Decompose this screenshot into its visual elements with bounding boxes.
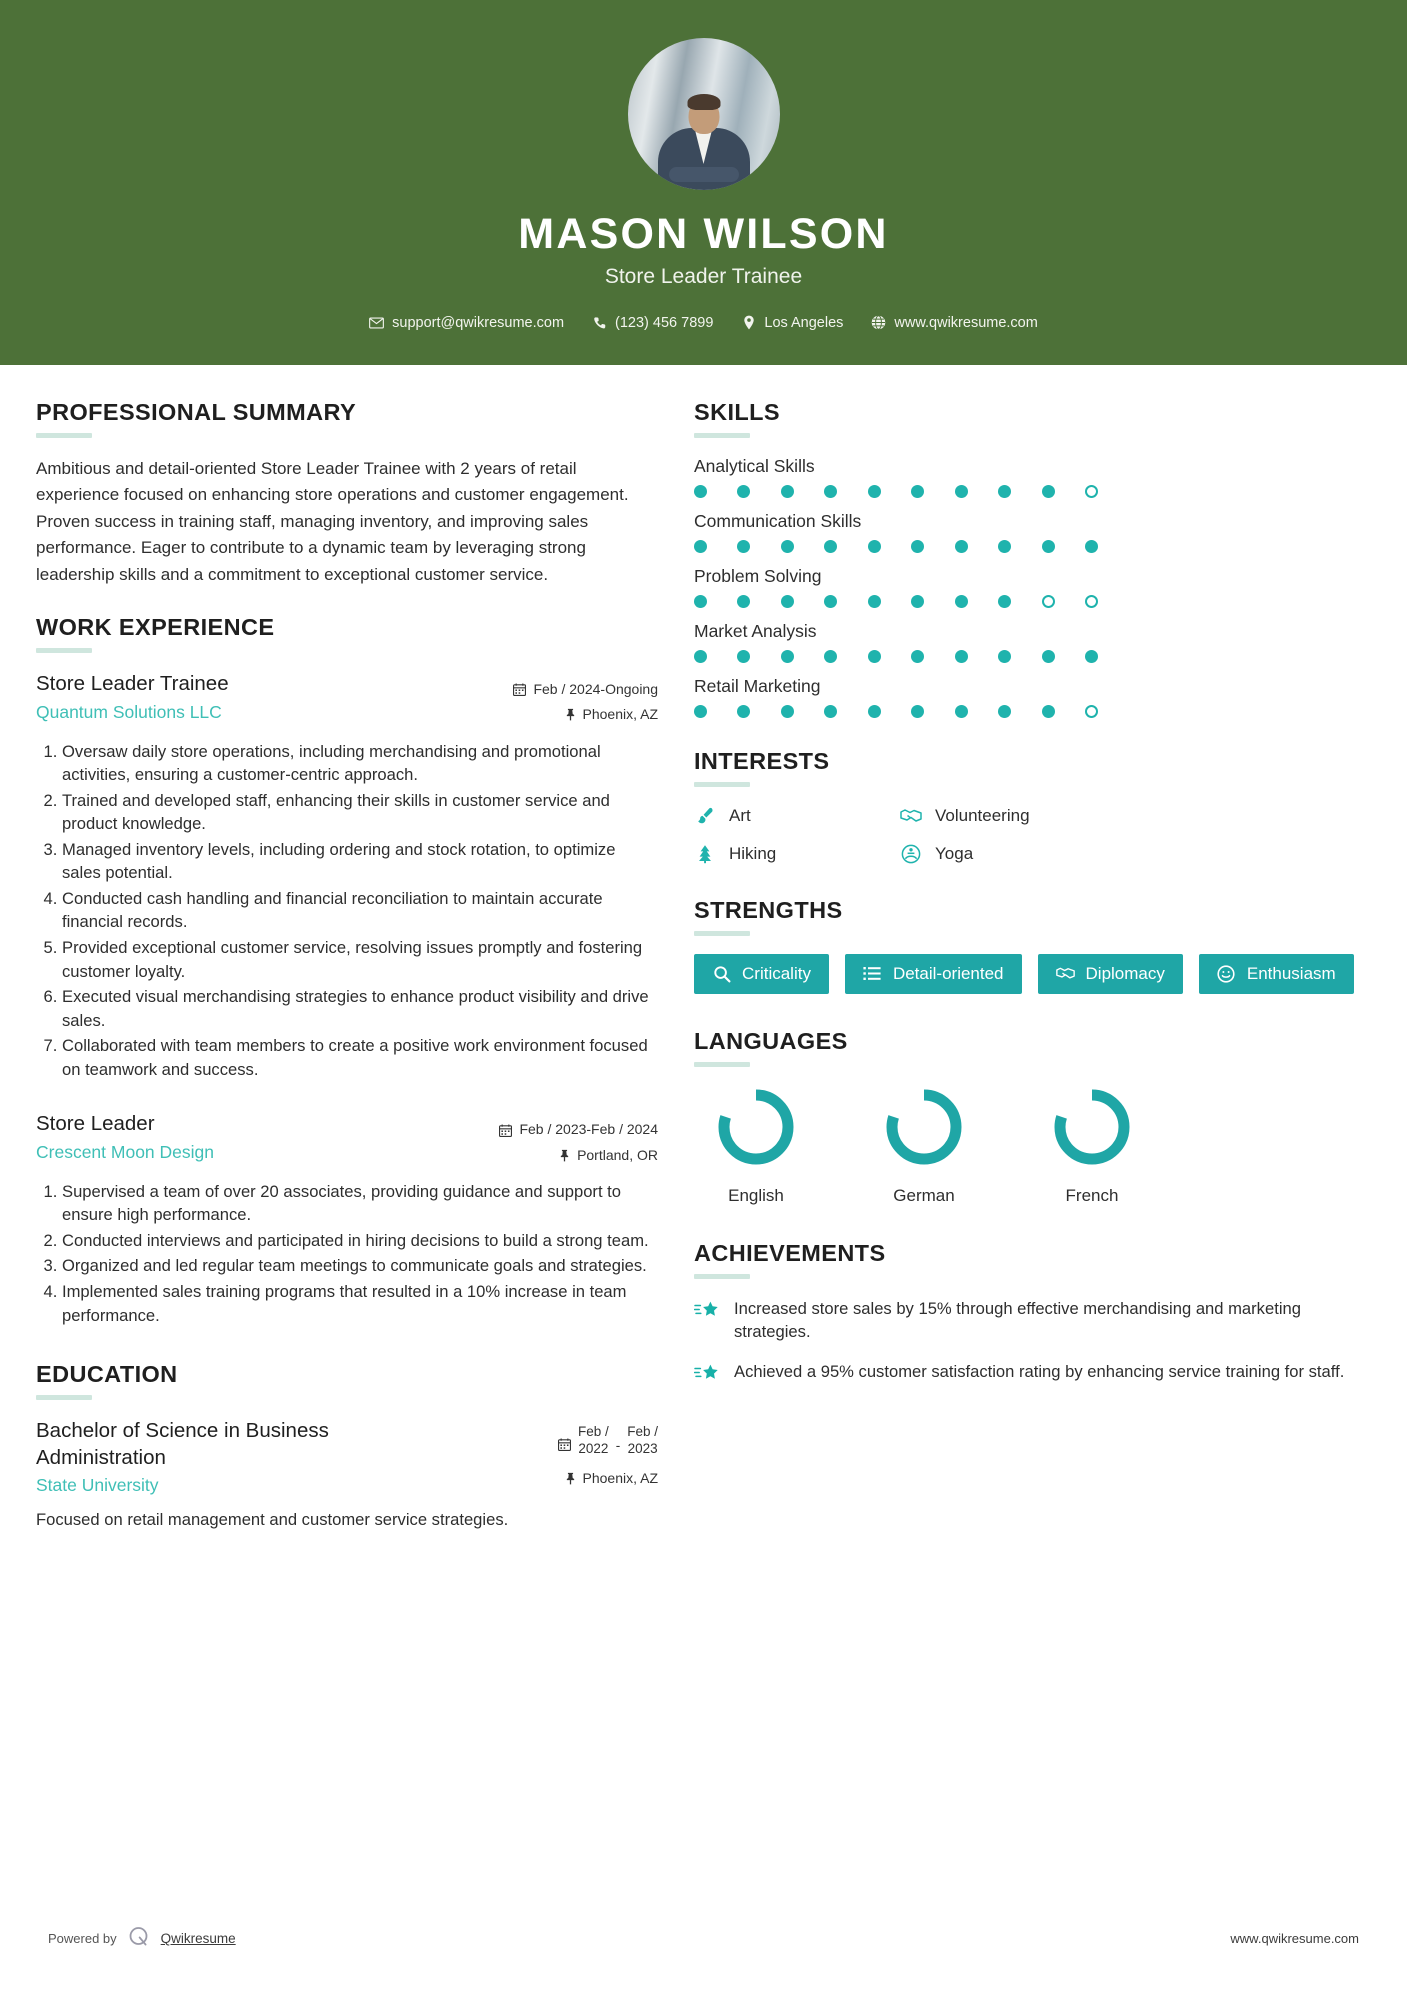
- contact-website[interactable]: [857, 315, 1051, 331]
- skill-dot-filled: [781, 650, 794, 663]
- powered-by: [48, 1925, 236, 1952]
- list-icon: [863, 964, 882, 983]
- skill-item: [694, 676, 1367, 718]
- achievement-text: Achieved a 95% customer satisfaction rating by enhancing service training for staff.: [734, 1361, 1345, 1381]
- job-bullets: [36, 1180, 658, 1327]
- skill-dot-filled: [781, 485, 794, 498]
- section-heading: INTERESTS: [694, 747, 830, 774]
- skill-item: [694, 456, 1367, 498]
- skill-rating: [694, 650, 1098, 663]
- job-location: [468, 702, 658, 727]
- shooting-star-icon: [694, 1299, 720, 1325]
- job-location: [468, 1143, 658, 1168]
- skill-dot-filled: [911, 650, 924, 663]
- handshake-icon: [1056, 964, 1075, 983]
- interest-item: [694, 843, 900, 865]
- pushpin-icon: [565, 1472, 576, 1485]
- section-rule: [36, 648, 92, 653]
- interest-item: [900, 805, 1367, 827]
- work-item-left: [36, 1111, 468, 1163]
- work-item: [36, 1111, 658, 1327]
- skill-dot-filled: [868, 650, 881, 663]
- contact-phone-text: (123) 456 7899: [615, 314, 714, 331]
- section-heading: SKILLS: [694, 398, 780, 425]
- skill-dot-filled: [737, 540, 750, 553]
- section-professional-summary: [36, 399, 658, 589]
- section-heading: STRENGTHS: [694, 896, 843, 923]
- section-rule: [694, 931, 750, 936]
- section-languages: [694, 1028, 1367, 1206]
- skill-dot-filled: [1042, 485, 1055, 498]
- language-donut-english: [714, 1085, 798, 1169]
- skill-dot-filled: [1042, 540, 1055, 553]
- section-heading: PROFESSIONAL SUMMARY: [36, 398, 357, 425]
- job-location-text: Phoenix, AZ: [582, 706, 658, 723]
- contact-email-text: support@qwikresume.com: [392, 314, 565, 331]
- language-item: [1036, 1085, 1148, 1206]
- skill-dot-filled: [998, 705, 1011, 718]
- skill-dot-filled: [955, 485, 968, 498]
- job-bullet: 5. Provided exceptional customer service, resolving issues promptly and fostering customer loyalty.: [62, 936, 658, 983]
- map-pin-icon: [741, 315, 756, 330]
- language-label: English: [728, 1185, 784, 1205]
- section-heading: LANGUAGES: [694, 1027, 848, 1054]
- job-bullets: [36, 740, 658, 1082]
- skill-item: [694, 511, 1367, 553]
- section-achievements: [694, 1240, 1367, 1388]
- work-item-head: [36, 671, 658, 727]
- skill-dot-filled: [781, 705, 794, 718]
- interest-label: Art: [729, 805, 751, 825]
- language-item: [700, 1085, 812, 1206]
- pushpin-icon: [559, 1149, 570, 1162]
- strength-label: Detail-oriented: [892, 963, 1004, 983]
- achievement-item: [694, 1297, 1367, 1344]
- skill-dot-filled: [955, 650, 968, 663]
- language-label: German: [893, 1185, 955, 1205]
- job-bullet: 1. Supervised a team of over 20 associates, providing guidance and support to ensure high performance.: [62, 1180, 658, 1227]
- skill-dot-filled: [911, 485, 924, 498]
- skill-dot-filled: [824, 595, 837, 608]
- job-subtitle: Store Leader Trainee: [604, 264, 803, 288]
- skill-dot-filled: [998, 485, 1011, 498]
- section-heading: ACHIEVEMENTS: [694, 1239, 886, 1266]
- avatar-arms: [669, 167, 739, 182]
- language-donut-german: [882, 1085, 966, 1169]
- brand-link[interactable]: Qwikresume: [160, 1931, 236, 1946]
- skill-dot-filled: [824, 540, 837, 553]
- skill-dot-filled: [781, 540, 794, 553]
- avatar: [628, 38, 780, 190]
- education-end-date: [627, 1424, 658, 1458]
- resume-header: [0, 0, 1407, 365]
- skill-dot-filled: [868, 705, 881, 718]
- job-location-text: Portland, OR: [577, 1146, 658, 1163]
- skill-dot-filled: [911, 595, 924, 608]
- strength-label: Enthusiasm: [1246, 963, 1336, 983]
- handshake-icon: [900, 805, 922, 827]
- skill-dot-filled: [868, 485, 881, 498]
- skill-dot-filled: [824, 705, 837, 718]
- work-item-meta: [468, 671, 658, 727]
- skill-dot-filled: [1085, 650, 1098, 663]
- skill-dot-empty: [1085, 705, 1098, 718]
- skill-rating: [694, 595, 1098, 608]
- skill-dot-filled: [955, 540, 968, 553]
- skill-dot-empty: [1085, 595, 1098, 608]
- job-bullet: 4. Conducted cash handling and financial reconciliation to maintain accurate financial records.: [62, 887, 658, 934]
- strengths-list: [694, 954, 1367, 994]
- envelope-icon: [369, 315, 384, 330]
- skill-dot-filled: [694, 705, 707, 718]
- skill-dot-filled: [737, 485, 750, 498]
- interest-item: [900, 843, 1367, 865]
- degree-title: Bachelor of Science in Business Administration: [36, 1419, 329, 1469]
- work-item: [36, 671, 658, 1081]
- section-rule: [36, 1395, 92, 1400]
- job-date: [468, 677, 658, 702]
- paintbrush-icon: [694, 805, 716, 827]
- job-date: [468, 1117, 658, 1142]
- job-bullet: 7. Collaborated with team members to create a positive work environment focused on teamwork and success.: [62, 1034, 658, 1081]
- search-icon: [712, 964, 731, 983]
- education-date-separator: -: [615, 1438, 621, 1454]
- section-rule: [36, 433, 92, 438]
- interest-label: Volunteering: [935, 805, 1030, 825]
- skill-dot-filled: [955, 595, 968, 608]
- education-description: Focused on retail management and customer service strategies.: [36, 1510, 509, 1530]
- skill-dot-filled: [694, 650, 707, 663]
- skill-dot-filled: [1042, 705, 1055, 718]
- education-item-left: [36, 1418, 468, 1496]
- section-rule: [694, 1274, 750, 1279]
- skill-label: Problem Solving: [694, 565, 822, 586]
- contact-phone[interactable]: [578, 315, 727, 331]
- skill-dot-filled: [868, 540, 881, 553]
- footer-url[interactable]: www.qwikresume.com: [1230, 1931, 1359, 1946]
- skill-dot-filled: [998, 595, 1011, 608]
- language-item: [868, 1085, 980, 1206]
- contact-row: [0, 315, 1407, 331]
- skill-dot-filled: [1085, 540, 1098, 553]
- contact-website-text: www.qwikresume.com: [894, 314, 1038, 331]
- education-start-date: [578, 1424, 609, 1458]
- phone-icon: [592, 315, 607, 330]
- section-rule: [694, 782, 750, 787]
- education-dates: [468, 1424, 658, 1458]
- resume-body: [0, 365, 1407, 1559]
- language-label: French: [1065, 1185, 1119, 1205]
- section-heading: WORK EXPERIENCE: [36, 614, 275, 641]
- skill-dot-filled: [911, 705, 924, 718]
- job-company[interactable]: Quantum Solutions LLC: [36, 701, 222, 722]
- section-education: [36, 1361, 658, 1532]
- globe-icon: [871, 315, 886, 330]
- language-donut-french: [1050, 1085, 1134, 1169]
- education-start-month: Feb /: [577, 1424, 609, 1440]
- skill-dot-filled: [694, 540, 707, 553]
- strength-chip-enthusiasm[interactable]: [1199, 954, 1354, 994]
- education-end-year: 2023: [627, 1441, 658, 1457]
- skill-dot-filled: [824, 485, 837, 498]
- strength-chip-detail-oriented[interactable]: [845, 954, 1022, 994]
- interest-label: Hiking: [729, 843, 777, 863]
- skill-dot-filled: [737, 705, 750, 718]
- education-start-year: 2022: [578, 1441, 609, 1457]
- strength-label: Diplomacy: [1085, 963, 1165, 983]
- skill-dot-filled: [868, 595, 881, 608]
- work-item-head: [36, 1111, 658, 1167]
- skill-item: [694, 566, 1367, 608]
- right-column: [694, 399, 1367, 1414]
- job-date-text: Feb / 2023-Feb / 2024: [519, 1121, 658, 1138]
- education-item-meta: [468, 1418, 658, 1491]
- job-bullet: 3. Managed inventory levels, including ordering and stock rotation, to optimize sales potential.: [62, 838, 658, 885]
- interest-label: Yoga: [935, 843, 974, 863]
- summary-text: Ambitious and detail-oriented Store Leader Trainee with 2 years of retail experience focused on enhancing store operations and customer engagement. Proven success in training staff, managing inventory, and improving sales performance. Eager to contribute to a dynamic team by leveraging strong leadership skills and a commitment to exceptional customer service.: [36, 458, 629, 584]
- skill-item: [694, 621, 1367, 663]
- job-bullet: 4. Implemented sales training programs that resulted in a 10% increase in team performance.: [62, 1280, 658, 1327]
- languages-list: [694, 1085, 1367, 1206]
- skill-dot-filled: [737, 650, 750, 663]
- section-strengths: [694, 897, 1367, 994]
- avatar-figure: [656, 94, 752, 190]
- section-heading: EDUCATION: [36, 1361, 178, 1388]
- tree-icon: [694, 843, 716, 865]
- section-rule: [694, 1062, 750, 1067]
- skill-dot-filled: [824, 650, 837, 663]
- page-footer: [0, 1925, 1407, 1952]
- job-title: Store Leader Trainee: [36, 672, 229, 696]
- yoga-icon: [900, 843, 922, 865]
- section-work-experience: [36, 614, 658, 1327]
- school-name[interactable]: State University: [36, 1475, 159, 1496]
- pushpin-icon: [565, 708, 576, 721]
- job-title: Store Leader: [36, 1112, 155, 1136]
- contact-email[interactable]: [355, 315, 578, 331]
- skill-label: Communication Skills: [694, 510, 862, 531]
- education-end-month: Feb /: [627, 1424, 658, 1440]
- skill-dot-filled: [998, 650, 1011, 663]
- education-item: [36, 1418, 658, 1532]
- job-bullet: 2. Trained and developed staff, enhancing their skills in customer service and product knowledge.: [62, 789, 658, 836]
- skill-rating: [694, 705, 1098, 718]
- achievement-text: Increased store sales by 15% through effective merchandising and marketing strategies.: [734, 1298, 1301, 1342]
- skill-rating: [694, 540, 1098, 553]
- avatar-hair: [687, 94, 720, 110]
- skill-dot-filled: [955, 705, 968, 718]
- section-skills: [694, 399, 1367, 718]
- section-rule: [694, 433, 750, 438]
- education-item-head: [36, 1418, 658, 1496]
- skill-dot-filled: [737, 595, 750, 608]
- education-location-text: Phoenix, AZ: [582, 1469, 658, 1486]
- work-item-left: [36, 671, 468, 723]
- interest-item: [694, 805, 900, 827]
- work-item-meta: [468, 1111, 658, 1167]
- job-date-text: Feb / 2024-Ongoing: [533, 681, 658, 698]
- skill-label: Retail Marketing: [694, 675, 821, 696]
- smiley-icon: [1217, 964, 1236, 983]
- skill-dot-filled: [911, 540, 924, 553]
- education-location: [468, 1466, 658, 1491]
- skill-rating: [694, 485, 1098, 498]
- job-bullet: 1. Oversaw daily store operations, including merchandising and promotional activities, ensuring a customer-centric approach.: [62, 740, 658, 787]
- page-title: MASON WILSON: [518, 210, 889, 258]
- contact-location[interactable]: [727, 315, 857, 331]
- skill-dot-empty: [1042, 595, 1055, 608]
- calendar-icon: [558, 1424, 571, 1454]
- skill-dot-filled: [694, 485, 707, 498]
- skill-dot-filled: [781, 595, 794, 608]
- job-bullet: 3. Organized and led regular team meetings to communicate goals and strategies.: [62, 1254, 658, 1278]
- skill-dot-empty: [1085, 485, 1098, 498]
- shooting-star-icon: [694, 1362, 720, 1388]
- skill-dot-filled: [998, 540, 1011, 553]
- skill-dot-filled: [1042, 650, 1055, 663]
- skill-dot-filled: [694, 595, 707, 608]
- contact-location-text: Los Angeles: [764, 314, 844, 331]
- section-interests: [694, 748, 1367, 865]
- skill-label: Market Analysis: [694, 620, 817, 641]
- strength-chip-diplomacy[interactable]: [1038, 954, 1183, 994]
- job-company[interactable]: Crescent Moon Design: [36, 1142, 214, 1163]
- calendar-icon: [499, 1124, 512, 1137]
- skill-label: Analytical Skills: [694, 455, 815, 476]
- powered-by-label: Powered by: [48, 1931, 117, 1946]
- job-bullet: 2. Conducted interviews and participated in hiring decisions to build a strong team.: [62, 1229, 658, 1253]
- left-column: [36, 399, 658, 1559]
- achievement-item: [694, 1360, 1367, 1388]
- job-bullet: 6. Executed visual merchandising strategies to enhance product visibility and drive sales.: [62, 985, 658, 1032]
- strength-label: Criticality: [742, 963, 811, 983]
- interests-grid: [694, 805, 1367, 865]
- calendar-icon: [513, 683, 526, 696]
- qwikresume-logo-icon: [127, 1925, 151, 1952]
- strength-chip-criticality[interactable]: [694, 954, 829, 994]
